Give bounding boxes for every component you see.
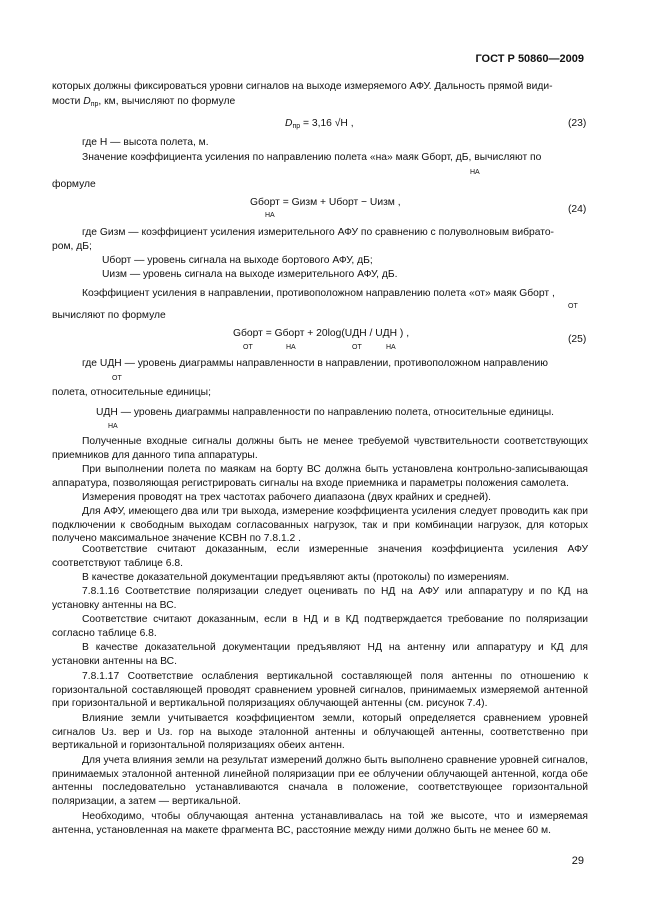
formula-25: Gборт = Gборт + 20log(UДН / UДН ) , bbox=[233, 328, 410, 339]
subscript-label: НА bbox=[470, 169, 480, 176]
text-line: Uборт — уровень сигнала на выходе бортового АФУ, дБ; bbox=[102, 255, 373, 266]
subscript-label: ОТ bbox=[112, 375, 122, 382]
text-line: где UДН — уровень диаграммы направленности в направлении, противоположном направлению bbox=[82, 358, 548, 369]
text-line: Значение коэффициента усиления по направлению полета «на» маяк Gборт, дБ, вычисляют по bbox=[82, 152, 542, 163]
equation-number: (24) bbox=[568, 204, 587, 215]
paragraph: 7.8.1.16 Соответствие поляризации следует оценивать по НД на АФУ или аппаратуру и по КД на установку антенны на ВС. bbox=[52, 586, 588, 611]
paragraph: В качестве доказательной документации предъявляют НД на антенну или аппаратуру и КД для установки антенны на ВС. bbox=[52, 642, 588, 667]
subscript-label: НА bbox=[265, 212, 275, 219]
equation-number: (25) bbox=[568, 334, 587, 345]
text-line: Коэффициент усиления в направлении, противоположном направлению полета «от» маяк Gборт , bbox=[82, 288, 555, 299]
text-line: ром, дБ; bbox=[52, 241, 92, 252]
paragraph: В качестве доказательной документации предъявляют акты (протоколы) по измерениям. bbox=[82, 572, 510, 583]
paragraph: Измерения проводят на трех частотах рабочего диапазона (двух крайних и средней). bbox=[82, 492, 491, 503]
text-line: полета, относительные единицы; bbox=[52, 387, 211, 398]
text-line: Uизм — уровень сигнала на выходе измерительного АФУ, дБ. bbox=[102, 269, 398, 280]
paragraph: 7.8.1.17 Соответствие ослабления вертикальной составляющей поля антенны по отношению к горизонтальной составляющей проводят сравнением уровней сигналов, принимаемых измеряемой антенной при горизонтальной и вертикальной поляризациях облучающей антенны (см. рисунок 7.4). bbox=[52, 671, 588, 710]
formula-23: $D_{пр} = 3,16$ √H , bbox=[285, 118, 354, 130]
equation-number: (23) bbox=[568, 118, 587, 129]
paragraph: Необходимо, чтобы облучающая антенна устанавливалась на той же высоте, что и измеряемая антенна, установленная на макете фрагмента ВС, расстояние между ними должно быть не менее 60 м. bbox=[52, 811, 588, 836]
text-line: мости $D_{пр}$, км, вычисляют по формуле bbox=[52, 96, 236, 108]
subscript-label: ОТ bbox=[243, 344, 253, 351]
paragraph: Влияние земли учитывается коэффициентом земли, который определяется сравнением уровней сигналов Uз. вер и Uз. гор на выходе эталонной антенны и облучающей антенны, соответственно при вертикальной и горизонтальной поляризациях обеих антенн. bbox=[52, 713, 588, 752]
text-line: которых должны фиксироваться уровни сигналов на выходе измеряемого АФУ. Дальность прямой види- bbox=[52, 81, 553, 92]
paragraph: Полученные входные сигналы должны быть не менее требуемой чувствительности соответствующих приемников для данного типа аппаратуры. bbox=[52, 436, 588, 461]
paragraph: Для учета влияния земли на результат измерений должно быть выполнено сравнение уровней сигналов, принимаемых эталонной антенной линейной поляризации при ее облучении облучающей антенной, когда обе антенны последовательно устанавливаются сначала в положение, соответствующее горизонтальной поляризации, а затем — вертикальной. bbox=[52, 755, 588, 807]
text-line: где H — высота полета, м. bbox=[82, 137, 209, 148]
paragraph: Соответствие считают доказанным, если измеренные значения коэффициента усиления АФУ соответствуют таблице 6.8. bbox=[52, 544, 588, 569]
formula-24: Gборт = Gизм + Uборт − Uизм , bbox=[250, 197, 401, 208]
subscript-label: НА bbox=[386, 344, 396, 351]
document-header: ГОСТ Р 50860—2009 bbox=[475, 53, 584, 65]
subscript-label: ОТ bbox=[568, 303, 578, 310]
subscript-label: НА bbox=[286, 344, 296, 351]
page-number: 29 bbox=[571, 855, 584, 867]
subscript-label: НА bbox=[108, 423, 118, 430]
text-line: вычисляют по формуле bbox=[52, 310, 166, 321]
paragraph: При выполнении полета по маякам на борту ВС должна быть установлена контрольно-записывающая аппаратура, позволяющая регистрировать сигналы на входе приемника и параметры положения самолета. bbox=[52, 464, 588, 489]
subscript-label: ОТ bbox=[352, 344, 362, 351]
text-line: формуле bbox=[52, 179, 96, 190]
text-line: где Gизм — коэффициент усиления измерительного АФУ по сравнению с полуволновым вибрато- bbox=[82, 227, 554, 238]
paragraph: Соответствие считают доказанным, если в НД и в КД подтверждается требование по поляризации согласно таблице 6.8. bbox=[52, 614, 588, 639]
paragraph: Для АФУ, имеющего два или три выхода, измерение коэффициента усиления следует проводить как при подключении к свободным выходам согласованных нагрузок, так и при комбинации нагрузок, для которых получено максимальное значение КСВН по 7.8.1.2 . bbox=[52, 506, 588, 545]
text-line: UДН — уровень диаграммы направленности по направлению полета, относительные единицы. bbox=[96, 407, 554, 418]
